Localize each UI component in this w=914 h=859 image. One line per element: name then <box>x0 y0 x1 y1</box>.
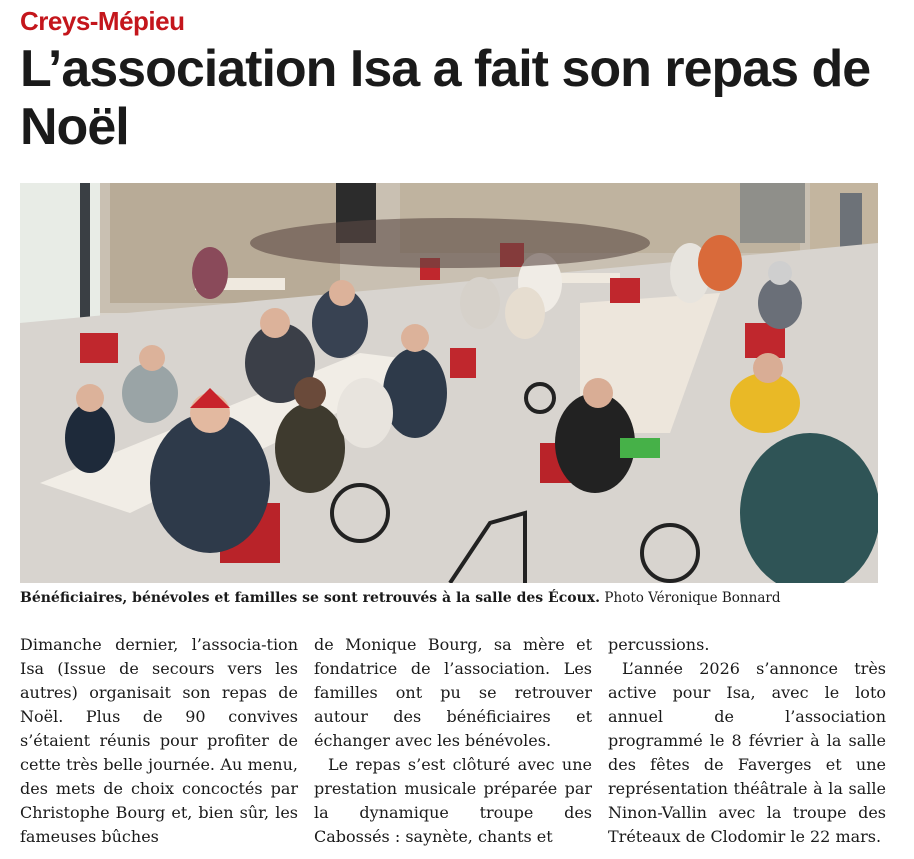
body-column-3 <box>608 633 886 849</box>
body-paragraph: de Monique Bourg, sa mère et fondatrice de l’association. Les familles ont pu se retrouver autour des bénéficiaires et échanger avec les bénévoles. <box>314 635 592 750</box>
caption-text: Bénéficiaires, bénévoles et familles se sont retrouvés à la salle des Écoux. <box>20 590 600 606</box>
body-paragraph: Le repas s’est clôturé avec une prestation musicale préparée par la dynamique troupe des Cabossés : saynète, chants et <box>314 755 592 846</box>
photo-caption <box>20 588 890 608</box>
article-headline: L’association Isa a fait son repas de Noël <box>20 40 871 156</box>
article-photo <box>20 183 878 583</box>
body-paragraph: Dimanche dernier, l’associa-tion Isa (Issue de secours vers les autres) organisait son repas de Noël. Plus de 90 convives s’étaient réunis pour profiter de cette très belle journée. Au menu, des mets de choix concoctés par Christophe Bourg et, bien sûr, les fameuses bûches <box>20 635 298 846</box>
body-paragraph: L’année 2026 s’annonce très active pour Isa, avec le loto annuel de l’association programmé le 8 février à la salle des fêtes de Faverges et une représentation théâtrale à la salle Ninon-Vallin avec la troupe des Tréteaux de Clodomir le 22 mars. <box>608 659 886 846</box>
body-paragraph: percussions. <box>608 635 710 654</box>
photo-credit: Photo Véronique Bonnard <box>604 590 781 606</box>
body-column-1 <box>20 633 298 849</box>
article-kicker: Creys-Mépieu <box>20 6 185 36</box>
body-column-2 <box>314 633 592 849</box>
